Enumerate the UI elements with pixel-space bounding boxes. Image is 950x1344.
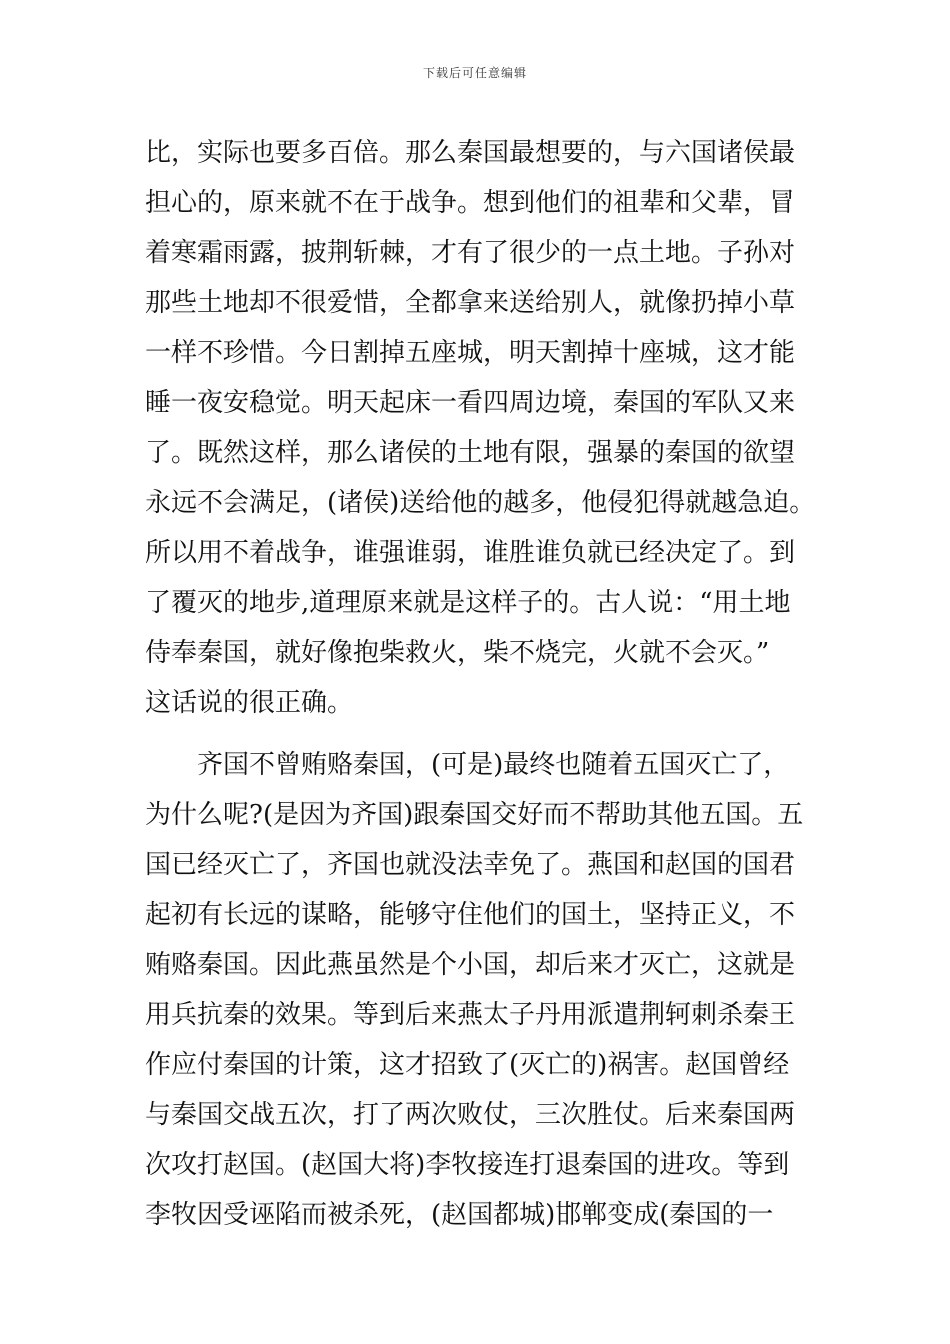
text-line: 作应付秦国的计策，这才招致了(灭亡的)祸害。赵国曾经 (145, 1050, 790, 1080)
text-line: 所以用不着战争，谁强谁弱，谁胜谁负就已经决定了。到 (145, 538, 796, 568)
text-line: 次攻打赵国。(赵国大将)李牧接连打退秦国的进攻。等到 (145, 1150, 790, 1180)
text-line: 李牧因受诬陷而被杀死，(赵国都城)邯郸变成(秦国的一 (145, 1200, 774, 1230)
text-line: 与秦国交战五次，打了两次败仗，三次胜仗。后来秦国两 (145, 1100, 796, 1130)
paragraph-2 (145, 740, 815, 1240)
text-line: 齐国不曾贿赂秦国，(可是)最终也随着五国灭亡了， (145, 750, 790, 780)
text-line: 比，实际也要多百倍。那么秦国最想要的，与六国诸侯最 (145, 138, 796, 168)
text-line: 了覆灭的地步,道理原来就是这样子的。古人说：“用土地 (145, 588, 791, 618)
text-line: 侍奉秦国，就好像抱柴救火，柴不烧完，火就不会灭。” (145, 638, 770, 668)
text-line: 永远不会满足，(诸侯)送给他的越多，他侵犯得就越急迫。 (145, 488, 816, 518)
paragraph-gap (145, 728, 815, 740)
text-line: 这话说的很正确。 (145, 688, 354, 718)
text-line: 睡一夜安稳觉。明天起床一看四周边境，秦国的军队又来 (145, 388, 796, 418)
text-line: 担心的，原来就不在于战争。想到他们的祖辈和父辈，冒 (145, 188, 796, 218)
text-line: 了。既然这样，那么诸侯的土地有限，强暴的秦国的欲望 (145, 438, 796, 468)
text-line: 起初有长远的谋略，能够守住他们的国土，坚持正义，不 (145, 900, 796, 930)
document-body (145, 128, 815, 1240)
page-header: 下载后可任意编辑 (422, 66, 527, 80)
text-line: 为什么呢?(是因为齐国)跟秦国交好而不帮助其他五国。五 (145, 800, 804, 830)
text-line: 一样不珍惜。今日割掉五座城，明天割掉十座城，这才能 (145, 338, 796, 368)
text-line: 用兵抗秦的效果。等到后来燕太子丹用派遣荆轲刺杀秦王 (145, 1000, 796, 1030)
text-line: 着寒霜雨露，披荆斩棘，才有了很少的一点土地。子孙对 (145, 238, 796, 268)
text-line: 贿赂秦国。因此燕虽然是个小国，却后来才灭亡，这就是 (145, 950, 796, 980)
paragraph-1 (145, 128, 815, 728)
text-line: 国已经灭亡了，齐国也就没法幸免了。燕国和赵国的国君 (145, 850, 796, 880)
text-line: 那些土地却不很爱惜，全都拿来送给别人，就像扔掉小草 (145, 288, 796, 318)
